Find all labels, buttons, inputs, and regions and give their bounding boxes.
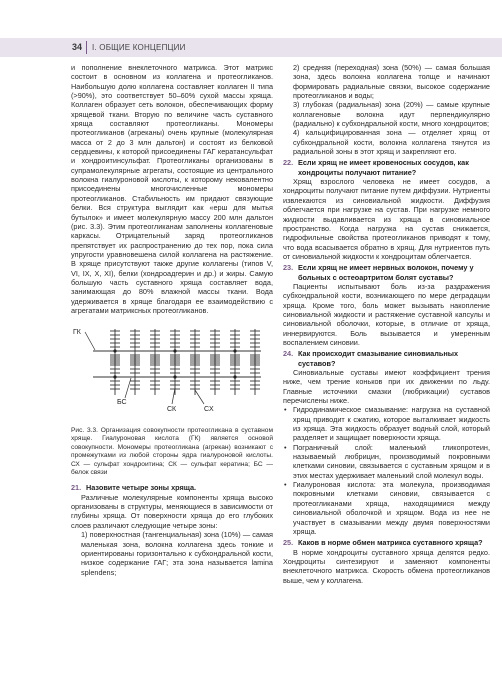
zone-item-4-text: 4) кальцифицированная зона — отделяет хрящ от субхондральной кости, волокна коллагена тянутся из радиальной зоны в этот хрящ и закрепляют его. [293, 128, 490, 157]
question-22 [283, 158, 490, 177]
leader-cx [195, 390, 204, 404]
question-23-title: Если хрящ не имеет нервных волокон, почему у больных с остеоартритом болят суставы? [298, 263, 474, 282]
page-number: 34 [72, 42, 83, 52]
zone-item-4 [283, 128, 490, 156]
question-24-title: Как происходит смазывание синовиальных суставов? [298, 349, 459, 368]
paragraph-matrix: и пополнение внеклеточного матрикса. Этот матрикс состоит в основном из коллагена и протеогликанов. Наибольшую долю коллагена составляет коллаген II типа (>90%), это соответствует 50–60% сухой массы хряща. Коллаген образует сеть волокон, обеспечивающих форму хрящевой ткани. Вторую по величине часть суставного хряща составляют протеогликаны. Мономеры протеогликанов (агреканы) очень крупные (молекулярная масса от 2 до 3 млн дальтон) и состоят из белковой сердцевины, к которой присоединены ГАГ кератансульфат и хондроитинсульфат. Протеогликаны организованы в супрамолекулярные агрегаты, состоящие из центрального волокна гиалуроновой кислоты, к которому нековалентно присоединены многочисленные мономеры протеогликанов. Стабильность им придают связующие белки. Вся структура выглядит как «ерш для мытья бутылок» и имеет молекулярную массу 200 млн дальтон (рис. 3.3). Этим протеогликанам заполнены коллагеновые каркасы. Отрицательный заряд протеогликанов препятствует их распространению до тех пор, пока сила упругости уравновешена силой коллагена на растяжение. В хряще присутствуют также другие коллагены (типов V, VI, IX, X, XI), белки (хондроадгерин и др.) и жиры. Самую большую часть суставного хряща составляет вода, занимающая до 80% влажной массы ткани. Вода удерживается в хряще благодаря ее взаимодействию с агрегатами матриксных протеогликанов. [71, 63, 273, 315]
label-sk: СК [167, 406, 177, 413]
zone-item-3-text: 3) глубокая (радиальная) зона (20%) — самые крупные коллагеновые волокна идут перпендикулярно (радиально) к субхондральной кости, много хондроцитов; [293, 100, 490, 129]
question-25-number: 25. [283, 538, 294, 548]
question-25-text: В норме хондроциты суставного хряща делятся редко. Хондроциты синтезируют и заменяют компоненты внеклеточного матрикса. Скорость обмена протеогликанов выше, чем у коллагена. [283, 547, 490, 585]
left-column-bottom [71, 427, 273, 577]
bullet-hydrodynamic [283, 405, 490, 442]
bullet-dot-icon: • [284, 480, 287, 490]
question-21-title: Назовите четыре зоны хряща. [86, 483, 197, 493]
question-21-text: Различные молекулярные компоненты хряща высоко организованы в структуры, меняющиеся в зависимости от глубины хряща. От поверхности хряща до его глубоких слоев различают следующие четыре зоны: [71, 492, 273, 530]
figure-caption: Рис. 3.3. Организация совокупности протеогликана в суставном хряще. Гиалуроновая кислота (ГК) является основой совокупности. Мономеры протеогликана (агрекан) возникают с промежутками из любой стороны ядра гиалуроновой кислоты. СХ — сульфат хондроитина; СК — сульфат кератина; БС — белок связи [71, 427, 273, 477]
header-separator [86, 41, 87, 54]
bullet-hyaluronic-text: Гиалуроновая кислота: эта молекула, производимая покровными клетками синовии, связывается с протеогликанами хряща, находящимися между синовиальной оболочкой и хрящом. Вода из нее не участвует в смазывании между двумя поверхностями хряща. [293, 480, 490, 536]
bullet-hyaluronic [283, 480, 490, 536]
question-21 [71, 483, 273, 492]
aggrecan-monomers [110, 329, 260, 395]
left-column-top [71, 63, 273, 315]
bullet-hydrodynamic-text: Гидродинамическое смазывание: нагрузка на суставной хрящ приводит к сжатию, которое выталкивает жидкость из хряща. Эта жидкость образует водный слой, который разделяет и защищает поверхности хряща. [293, 405, 490, 443]
question-22-title: Если хрящ не имеет кровеносных сосудов, как хондроциты получают питание? [298, 158, 469, 177]
label-cx: CX [204, 406, 214, 413]
link-protein-dot [173, 349, 176, 352]
link-protein-dot [113, 375, 116, 378]
bullet-boundary-layer [283, 443, 490, 480]
leader-bs [125, 378, 131, 398]
question-25 [283, 538, 490, 547]
question-21-number: 21. [71, 483, 82, 493]
zone-item-2-text: 2) средняя (переходная) зона (50%) — самая большая зона, здесь волокна коллагена толще и начинают формировать радиальные связки, высокое содержание протеогликанов и воды; [293, 63, 490, 101]
leader-sk [172, 388, 175, 404]
proteoglycan-figure [71, 318, 276, 413]
zone-item-1-text: 1) поверхностная (тангенциальная) зона (10%) — самая маленькая зона, волокна коллагена здесь тонкие и ориентированы горизонтально к субхондральной кости, низкое содержание ГАГ; эта зона называется lamina splendens; [81, 530, 273, 577]
link-protein-dot [233, 375, 236, 378]
link-protein-dot [113, 349, 116, 352]
bullet-dot-icon: • [284, 442, 287, 452]
leader-gk [85, 332, 95, 350]
question-23 [283, 263, 490, 282]
bullet-boundary-layer-text: Пограничный слой: маленький гликопротеин, называемый любрицин, производимый покровными клетками синовии, связывается с суставным хрящом и в этих местах удерживает маленький слой молекул воды. [293, 442, 490, 480]
question-22-number: 22. [283, 158, 294, 168]
question-23-number: 23. [283, 263, 294, 273]
question-24-number: 24. [283, 349, 294, 359]
right-column [283, 63, 490, 585]
question-24 [283, 349, 490, 368]
link-protein-dot [233, 349, 236, 352]
question-22-text: Хрящ взрослого человека не имеет сосудов, а хондроциты получают питание путем диффузии. Нутриенты извлекаются из синовиальной жидкости. Диффузия облегчается при нагрузке на сустав. При нагрузке немного жидкости выдавливается из хряща в синовиальное пространство. Когда нагрузка на сустав снижается, гидрофильные свойства протеогликанов приводят к тому, что вода всасывается обратно в хрящ. Для нутриентов путь от синовиальной жидкости к хондроцитам облегчается. [283, 177, 490, 261]
bullet-dot-icon: • [284, 405, 287, 415]
label-bs: БС [117, 399, 127, 406]
question-24-text: Синовиальные суставы имеют коэффициент трения ниже, чем трение коньков при их движении по льду. Главные источники смазки (любрикации) суставов перечислены ниже. [283, 368, 490, 406]
zone-item-1 [71, 530, 273, 577]
label-gk: ГК [73, 329, 81, 336]
zone-item-2 [283, 63, 490, 100]
link-protein-dot [173, 375, 176, 378]
question-25-title: Каков в норме обмен матрикса суставного хряща? [298, 538, 483, 548]
zone-item-3 [283, 100, 490, 128]
question-23-text: Пациенты испытывают боль из-за раздражения субхондральной кости, возникающего по мере деградации хряща. Кроме того, боль может вызывать накопление синовиальной жидкости и растяжение суставной капсулы и синовиальной оболочки, которые, в отличие от хряща, иннервируются. Боль вызывается и умеренным воспалением синовии. [283, 281, 490, 347]
section-title: I. ОБЩИЕ КОНЦЕПЦИИ [92, 43, 186, 52]
